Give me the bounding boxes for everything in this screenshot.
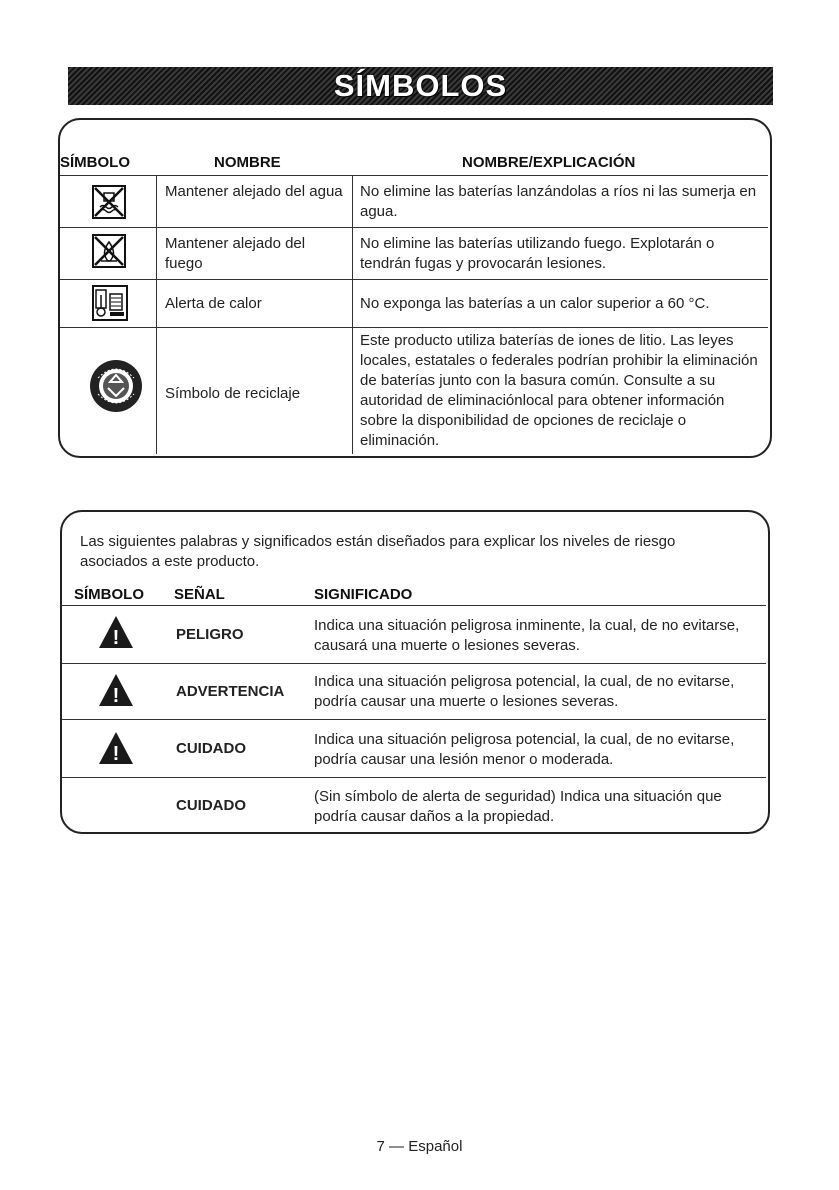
signal-meaning: Indica una situación peligrosa inminente, la cual, de no evitarse, causará una muerte o lesiones severas.: [314, 617, 740, 654]
heat-warning-icon: [92, 285, 128, 326]
signal-word: PELIGRO: [176, 626, 244, 643]
signal-meaning: Indica una situación peligrosa potencial, la cual, de no evitarse, podría causar una muerte o lesiones severas.: [314, 673, 735, 710]
safety-alert-icon: [97, 730, 135, 771]
row-name: Símbolo de reciclaje: [165, 385, 301, 402]
row-explanation: No elimine las baterías utilizando fuego. Explotarán o tendrán fugas y provocarán lesiones.: [360, 235, 715, 272]
row-explanation: Este producto utiliza baterías de iones de litio. Las leyes locales, estatales o federales podrían prohibir la eliminación de baterías junto con la basura común. Consulte a su autoridad de eliminaciónlocal para obtener información sobre la disponibilidad de opciones de reciclaje o eliminación.: [360, 332, 758, 449]
table1-divider: [60, 175, 768, 176]
svg-text:!: !: [112, 685, 120, 707]
header-signal: SEÑAL: [174, 586, 225, 603]
table2-divider: [62, 605, 766, 606]
section-title-bar: [68, 67, 773, 105]
row-explanation: No exponga las baterías a un calor superior a 60 °C.: [360, 295, 710, 312]
header-name: NOMBRE: [214, 154, 281, 171]
section-title: SÍMBOLOS: [333, 68, 508, 103]
row-name: Alerta de calor: [165, 295, 262, 312]
page-footer: 7 — Español: [376, 1138, 463, 1155]
table1-divider: [60, 279, 768, 280]
row-name: Mantener alejado del fuego: [165, 235, 306, 272]
keep-away-from-fire-icon: [92, 234, 126, 273]
table1-column-divider: [156, 175, 157, 454]
recycle-seal-icon: [88, 358, 144, 419]
header-symbol: SÍMBOLO: [74, 586, 144, 603]
safety-alert-icon: [97, 672, 135, 713]
signal-meaning: Indica una situación peligrosa potencial, la cual, de no evitarse, podría causar una lesión menor o moderada.: [314, 731, 735, 768]
row-explanation: No elimine las baterías lanzándolas a ríos ni las sumerja en agua.: [360, 183, 757, 220]
signal-intro-text: Las siguientes palabras y significados están diseñados para explicar los niveles de riesgo asociados a este producto.: [80, 533, 676, 570]
header-explanation: NOMBRE/EXPLICACIÓN: [462, 154, 636, 171]
signal-word: CUIDADO: [176, 740, 246, 757]
header-meaning: SIGNIFICADO: [314, 586, 413, 603]
signal-word: ADVERTENCIA: [176, 683, 285, 700]
table2-divider: [62, 663, 766, 664]
table2-divider: [62, 719, 766, 720]
table1-divider: [60, 227, 768, 228]
safety-alert-icon: [97, 614, 135, 655]
svg-text:!: !: [112, 743, 120, 765]
signal-word: CUIDADO: [176, 797, 246, 814]
table1-column-divider: [352, 175, 353, 454]
table2-divider: [62, 777, 766, 778]
keep-away-from-water-icon: [92, 185, 126, 224]
svg-text:!: !: [112, 627, 120, 649]
signal-meaning: (Sin símbolo de alerta de seguridad) Indica una situación que podría causar daños a la propiedad.: [314, 788, 722, 825]
header-symbol: SÍMBOLO: [60, 154, 130, 171]
row-name: Mantener alejado del agua: [165, 183, 343, 200]
table1-divider: [60, 327, 768, 328]
